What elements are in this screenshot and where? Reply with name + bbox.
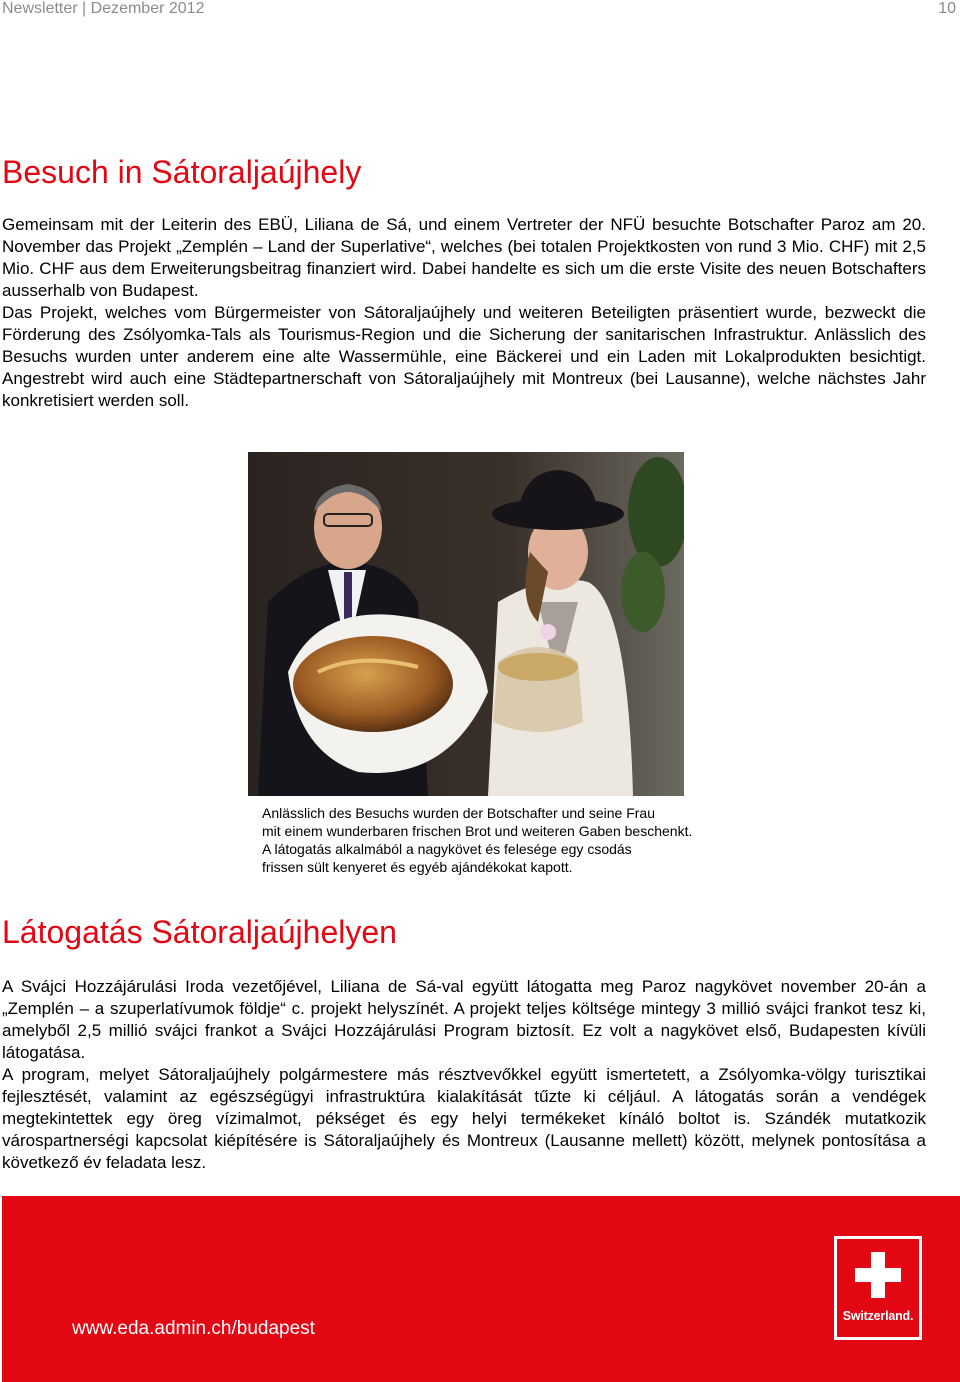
paragraph-german-1: Gemeinsam mit der Leiterin des EBÜ, Liliana de Sá, und einem Vertreter der NFÜ besuchte Botschafter Paroz am 20. November das Projekt „Zemplén – Land der Superlative“, welches (bei totalen Projektkosten von rund 3 Mio. CHF) mit 2,5 Mio. CHF aus dem Erweiterungsbeitrag finanziert wird. Dabei handelte es sich um die erste Visite des neuen Botschafters ausserhalb von Budapest. — [2, 215, 926, 300]
ambassador-photo — [248, 452, 684, 796]
embassy-website-link[interactable]: www.eda.admin.ch/budapest — [72, 1318, 315, 1339]
logo-red-field — [837, 1239, 919, 1337]
paragraph-hungarian-1: A Svájci Hozzájárulási Iroda vezetőjével, Liliana de Sá-val együtt látogatta meg Paroz nagykövet november 20-án a „Zemplén – a szuperlatívumok földje“ c. projekt helyszínét. A projekt teljes költsége mintegy 3 millió svájci frankot tesz ki, amelyből 2,5 millió svájci frankot a Svájci Hozzájárulási Program biztosít. Ez volt a nagykövet első, Budapesten kívüli látogatása. — [2, 977, 926, 1062]
section-title-hungarian: Látogatás Sátoraljaújhelyen — [2, 914, 397, 950]
switzerland-logo — [834, 1236, 922, 1340]
caption-line: A látogatás alkalmából a nagykövet és felesége egy csodás — [262, 841, 632, 857]
caption-line: frissen sült kenyeret és egyéb ajándékokat kapott. — [262, 859, 573, 875]
paragraph-hungarian-2: A program, melyet Sátoraljaújhely polgármestere más résztvevőkkel együtt ismertetett, a Zsólyomka-völgy turisztikai fejlesztését, valamint az egészségügyi infrastruktúra kialakítását tűzte ki céljául. A látogatás során a vendégek megtekintettek egy öreg vízimalmot, pékséget és egy helyi termékeket kínáló boltot is. Szándék mutatkozik várospartnerségi kapcsolat kiépítésére is Sátoraljaújhely és Montreux (Lausanne mellett) között, melynek pontosítása a következő év feladata lesz. — [2, 1065, 926, 1172]
newsletter-label: Newsletter | Dezember 2012 — [2, 0, 205, 17]
logo-wordmark: Switzerland. — [842, 1309, 914, 1323]
swiss-cross-icon — [855, 1268, 901, 1282]
page-number: 10 — [938, 0, 956, 17]
paragraph-german-2: Das Projekt, welches vom Bürgermeister von Sátoraljaújhely und weiteren Beteiligten präsentiert wurde, bezweckt die Förderung des Zsólyomka-Tals als Tourismus-Region und die Sicherung der sanitarischen Infrastruktur. Anlässlich des Besuchs wurden unter anderem eine alte Wassermühle, eine Bäckerei und ein Laden mit Lokalprodukten besichtigt. Angestrebt wird auch eine Städtepartnerschaft von Sátoraljaújhely mit Montreux (bei Lausanne), welche nächstes Jahr konkretisiert werden soll. — [2, 303, 926, 410]
photo-caption — [262, 804, 822, 876]
caption-line: mit einem wunderbaren frischen Brot und weiteren Gaben beschenkt. — [262, 823, 693, 839]
section-title-german: Besuch in Sátoraljaújhely — [2, 154, 362, 190]
footer-banner — [2, 1196, 960, 1382]
page-header — [2, 0, 958, 22]
caption-line: Anlässlich des Besuchs wurden der Botschafter und seine Frau — [262, 805, 655, 821]
